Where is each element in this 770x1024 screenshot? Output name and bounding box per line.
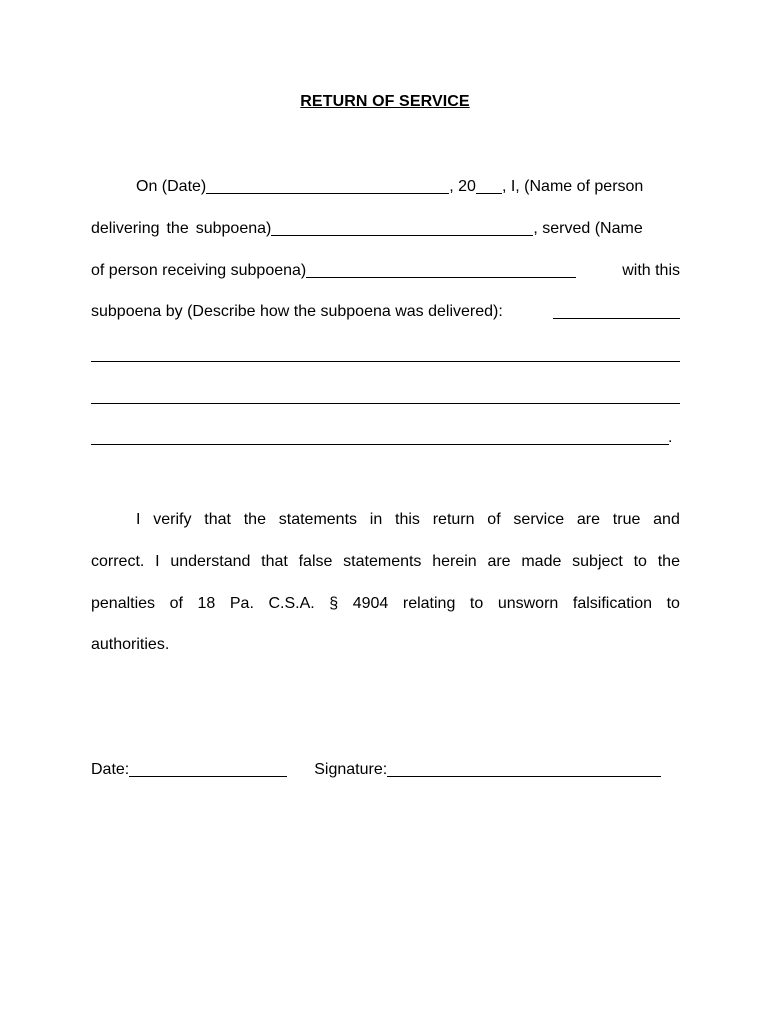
- word: §: [329, 595, 339, 612]
- word: made: [521, 553, 562, 570]
- word: statements: [343, 553, 422, 570]
- word: true: [612, 511, 641, 528]
- p1-line-4: [91, 302, 680, 322]
- word: that: [204, 511, 231, 528]
- signature-date-blank[interactable]: [129, 760, 287, 777]
- p1-line-2: [91, 219, 680, 239]
- served-label: , served (Name: [533, 220, 643, 237]
- word: the: [166, 220, 189, 237]
- word: the: [657, 553, 680, 570]
- date-blank[interactable]: [206, 177, 449, 194]
- name-of-person-label: , I, (Name of person: [501, 178, 644, 195]
- word: service: [513, 511, 565, 528]
- word: penalties: [91, 595, 156, 612]
- p1-line-3: [91, 261, 680, 281]
- date-label: On (Date): [136, 178, 207, 195]
- word: false: [298, 553, 333, 570]
- word: relating: [402, 595, 456, 612]
- word: Pa.: [229, 595, 254, 612]
- word: statements: [278, 511, 358, 528]
- word: subject: [572, 553, 623, 570]
- receiver-name-blank[interactable]: [306, 261, 576, 278]
- word: delivering: [91, 220, 160, 237]
- delivery-method-line-2[interactable]: [91, 361, 680, 362]
- word: to: [666, 595, 680, 612]
- p2-line-2: [91, 552, 680, 572]
- p2-line-1: [91, 510, 680, 530]
- with-this-label: with this: [622, 262, 680, 279]
- receiver-label: of person receiving subpoena): [91, 262, 307, 279]
- word: I: [155, 553, 160, 570]
- word: understand: [170, 553, 251, 570]
- word: are: [487, 553, 511, 570]
- delivery-method-label: subpoena by (Describe how the subpoena was delivered):: [91, 303, 503, 320]
- end-period: .: [668, 429, 673, 446]
- word: to: [633, 553, 647, 570]
- delivery-method-line-3[interactable]: [91, 403, 680, 404]
- word: in: [369, 511, 383, 528]
- year-blank[interactable]: [476, 177, 502, 194]
- word: falsification: [572, 595, 653, 612]
- word: the: [243, 511, 266, 528]
- p2-line-4: authorities.: [91, 636, 170, 653]
- document-title: RETURN OF SERVICE: [300, 93, 470, 110]
- word: to: [469, 595, 484, 612]
- delivery-method-blank[interactable]: [553, 302, 680, 319]
- word: 4904: [352, 595, 389, 612]
- word: of: [487, 511, 501, 528]
- word: of: [169, 595, 183, 612]
- signature-block: [91, 760, 661, 780]
- deliverer-name-blank[interactable]: [271, 219, 533, 236]
- word: that: [261, 553, 288, 570]
- date-field-label: Date:: [91, 761, 130, 778]
- word: unsworn: [497, 595, 559, 612]
- word: this: [395, 511, 420, 528]
- delivery-method-line-4[interactable]: [91, 444, 669, 445]
- word: herein: [432, 553, 477, 570]
- signature-blank[interactable]: [387, 760, 661, 777]
- word: return: [432, 511, 475, 528]
- word: verify: [153, 511, 192, 528]
- word: and: [653, 511, 680, 528]
- word: C.S.A.: [268, 595, 315, 612]
- word: are: [576, 511, 601, 528]
- year-prefix: , 20: [449, 178, 476, 195]
- p1-line-1: [91, 177, 680, 197]
- word: I: [136, 511, 141, 528]
- word: subpoena): [195, 220, 272, 237]
- word: 18: [197, 595, 216, 612]
- p2-line-3: [91, 594, 680, 614]
- word: correct.: [91, 553, 145, 570]
- signature-field-label: Signature:: [314, 761, 388, 778]
